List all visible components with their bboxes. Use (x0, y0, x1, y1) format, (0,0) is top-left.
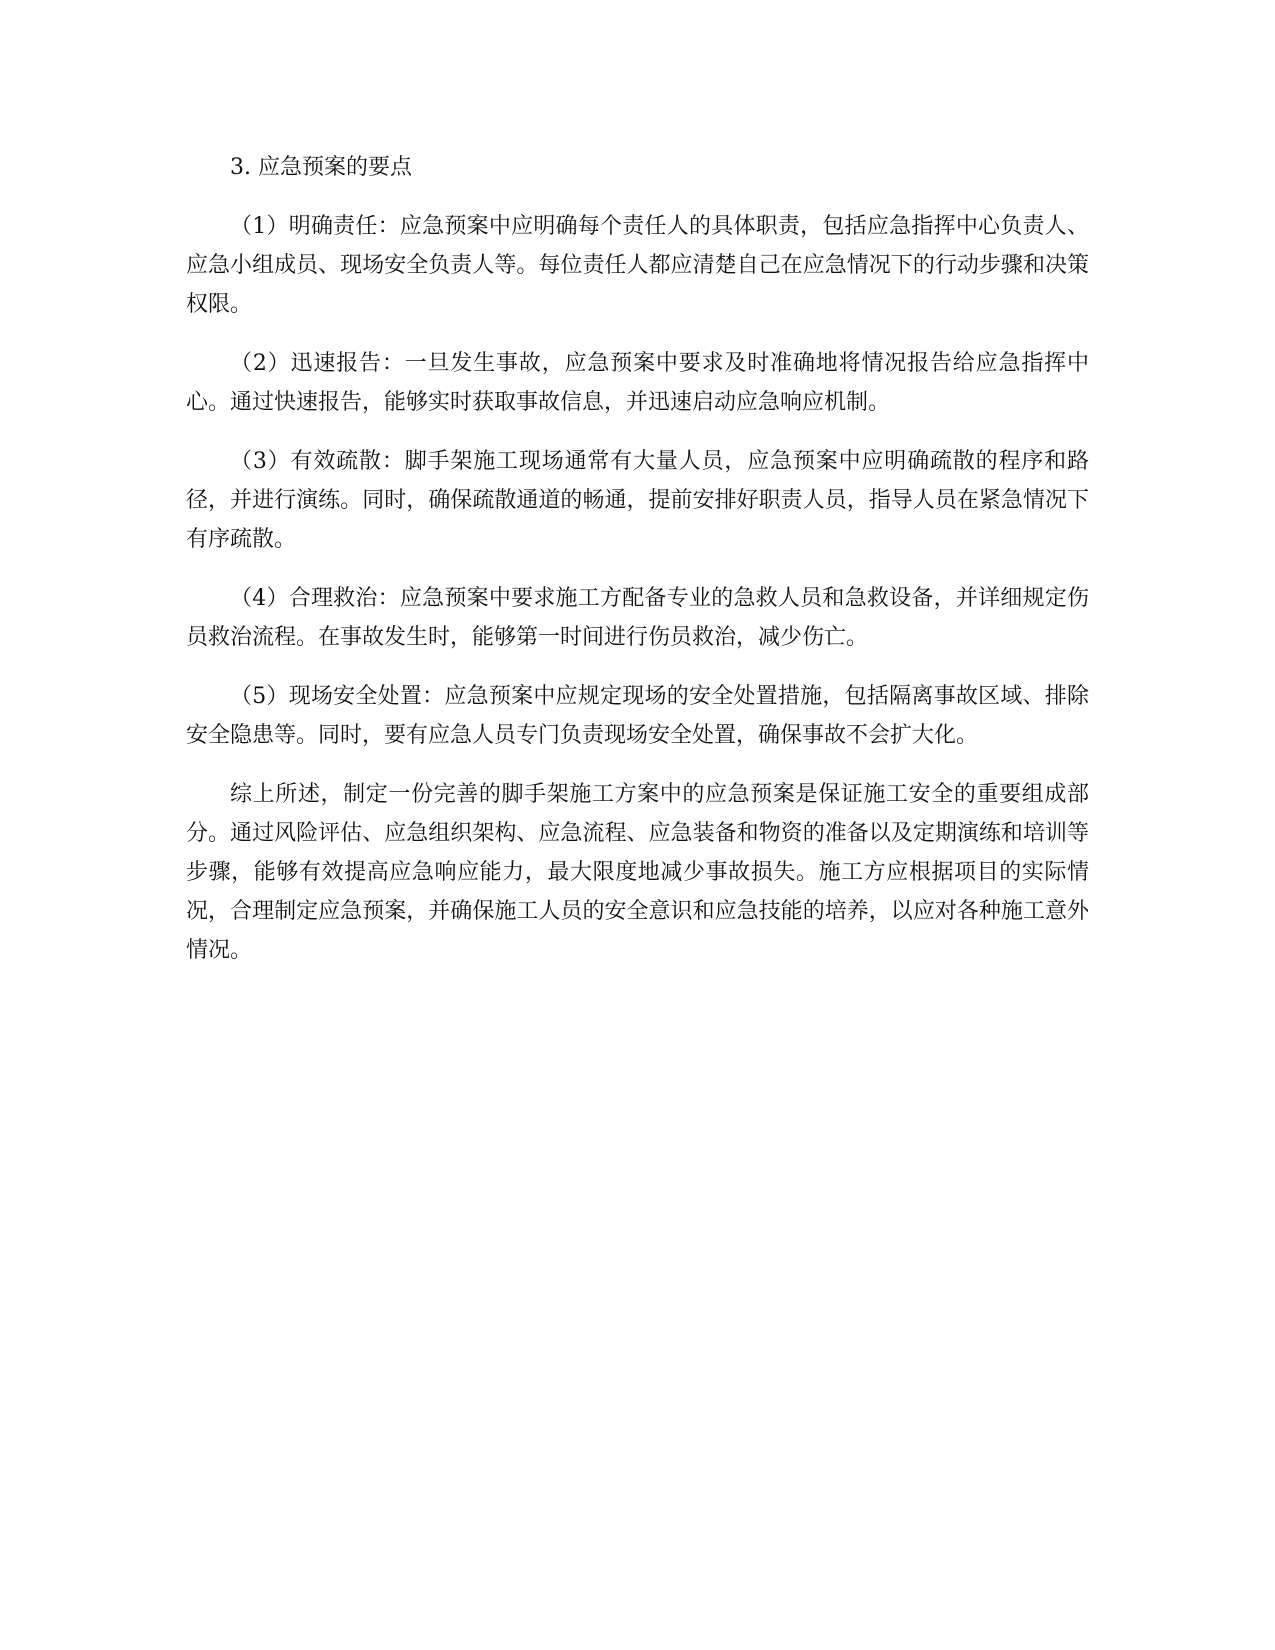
section-heading: 3. 应急预案的要点 (230, 155, 412, 180)
paragraph-onsite-safety: （5）现场安全处置：应急预案中应规定现场的安全处置措施，包括隔离事故区域、排除安全隐患等。同时，要有应急人员专门负责现场安全处置，确保事故不会扩大化。 (186, 684, 1089, 748)
paragraph-rescue-treatment: （4）合理救治：应急预案中要求施工方配备专业的急救人员和急救设备，并详细规定伤员救治流程。在事故发生时，能够第一时间进行伤员救治，减少伤亡。 (186, 586, 1089, 650)
paragraph-clear-responsibility: （1）明确责任：应急预案中应明确每个责任人的具体职责，包括应急指挥中心负责人、应急小组成员、现场安全负责人等。每位责任人都应清楚自己在应急情况下的行动步骤和决策权限。 (186, 214, 1089, 317)
paragraph-effective-evacuation: （3）有效疏散：脚手架施工现场通常有大量人员，应急预案中应明确疏散的程序和路径，并进行演练。同时，确保疏散通道的畅通，提前安排好职责人员，指导人员在紧急情况下有序疏散。 (186, 449, 1089, 552)
paragraph-summary: 综上所述，制定一份完善的脚手架施工方案中的应急预案是保证施工安全的重要组成部分。通过风险评估、应急组织架构、应急流程、应急装备和物资的准备以及定期演练和培训等步骤，能够有效提高应急响应能力，最大限度地减少事故损失。施工方应根据项目的实际情况，合理制定应急预案，并确保施工人员的安全意识和应急技能的培养，以应对各种施工意外情况。 (186, 782, 1089, 963)
paragraph-rapid-reporting: （2）迅速报告：一旦发生事故，应急预案中要求及时准确地将情况报告给应急指挥中心。通过快速报告，能够实时获取事故信息，并迅速启动应急响应机制。 (186, 351, 1089, 415)
